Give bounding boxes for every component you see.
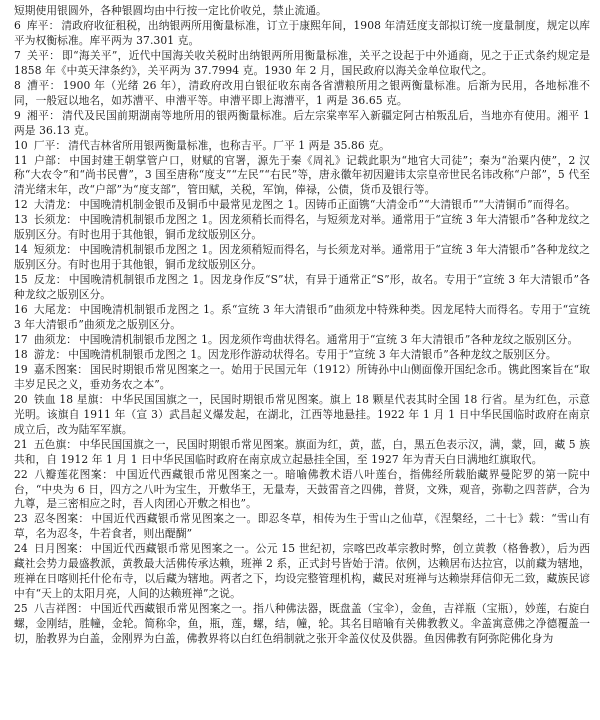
entry-text: 中国晚清机制银币龙图之 1。因龙身作反“S”状，有异于通常正“S”形，故名。专用于“宣统 3 年大清银币”各种龙纹之版别区分。 (14, 273, 590, 302)
glossary-entry (14, 393, 590, 438)
entry-term: 八瓣莲花图案： (33, 467, 114, 481)
entry-number: 15 (14, 273, 28, 287)
glossary-entry (14, 333, 590, 348)
glossary-list (14, 19, 590, 647)
entry-text: 中国近代西藏银币常见图案之一。指八种佛法器，既盘盖（宝伞），金鱼，吉祥瓶（宝瓶），妙莲，右旋白螺，金刚结，胜幢，金轮。简称伞，鱼，瓶，莲，螺，结，幢，轮。其名目暗喻有关佛教教义。伞盖寓意佛之净德覆盖一切，胎教界为白盖，金刚界为白盖，佛教界将以白红色绢制就之张开伞盖仪仗及供器。鱼因佛教有阿弥陀佛化身为 (14, 602, 590, 646)
entry-number: 7 (14, 48, 21, 62)
entry-text: 1900 年（光绪 26 年），清政府改用白银征收东南各省漕粮所用之银两衡量标准。后渐为民用，各地标准不同，一般冠以地名，如苏漕平、申漕平等。申漕平即上海漕平，1 两是 36.65 克。 (14, 78, 590, 107)
entry-number: 20 (14, 392, 28, 406)
entry-term: 忍冬图案： (33, 512, 90, 526)
entry-text: 中国晚清机制银币龙图之 1。因龙形作游动状得名。专用于“宣统 3 年大清银币”各种龙纹之版别区分。 (68, 347, 557, 361)
glossary-entry (14, 198, 590, 213)
entry-number: 6 (14, 18, 21, 32)
entry-text: 清代吉林省所用银两衡量标准，也称吉平。厂平 1 两是 35.86 克。 (68, 138, 390, 152)
entry-text: 中国近代西藏银币常见图案之一。暗喻佛教术语八叶莲台，指佛经所载胎藏界曼陀罗的第一院中台，“中央为 6 日，四方之八叶为宝生，开敷华王，无量寿，天鼓雷音之四佛，普贤，文殊，观音，弥勒之四菩萨，合为九尊，是三密相应之时，吾人肉团心开敷之相也”。 (14, 467, 590, 511)
entry-term: 大清龙： (33, 198, 77, 212)
entry-text: 中华民国国旗之一，民国时期银币常见图案。旗面为红，黄，蓝，白，黑五色表示汉，满，蒙，回，藏 5 族共和，自 1912 年 1 月 1 日中华民国临时政府在南京成立起悬挂全国，至 1927 年为青天白日满地红旗取代。 (14, 437, 591, 466)
glossary-entry (14, 139, 590, 154)
glossary-entry (14, 154, 590, 199)
entry-number: 16 (14, 303, 28, 317)
entry-text: 中华民国国旗之一，民国时期银币常见图案。旗上 18 颗星代表其时全国 18 行省。星为红色，示意光明。该旗自 1911 年（宣 3）武昌起义爆发起，在湖北，江西等地悬挂。1922 年 1 月 1 日中华民国临时政府在南京成立后，改为陆军军旗。 (14, 392, 590, 436)
entry-term: 五色旗： (33, 437, 78, 451)
entry-text: 即“海关平”，近代中国海关收关税时出纳银两所用衡量标准，关平之设起于中外通商，见之于正式条约规定是 1858 年《中英天津条约》，关平两为 37.7994 克。1930 年 2 月，国民政府以海关金单位取代之。 (14, 48, 590, 77)
entry-text: 中国晚清机制银币龙图之 1。因龙须稍短而得名，与长须龙对举。通常用于“宣统 3 年大清银币”各种龙纹之版别区分。有时也用于其他银，铜币龙纹版别区分。 (14, 243, 590, 272)
entry-number: 23 (14, 512, 28, 526)
glossary-entry (14, 273, 590, 303)
entry-number: 25 (14, 602, 28, 616)
continuation-line: 短期使用银圆外，各种银圆均由中行按一定比价收兑，禁止流通。 (14, 4, 327, 17)
entry-number: 11 (14, 153, 28, 167)
entry-term: 关平： (26, 48, 61, 62)
entry-text: 清代及民国前期湖南等地所用的银两衡量标准。后左宗棠率军入新疆定阿古柏叛乱后，当地亦有使用。湘平 1 两是 36.13 克。 (14, 108, 590, 137)
entry-term: 短须龙： (33, 243, 78, 257)
glossary-entry (14, 363, 590, 393)
entry-number: 19 (14, 362, 28, 376)
entry-number: 24 (14, 542, 28, 556)
entry-term: 八吉祥图： (33, 602, 89, 616)
entry-term: 嘉禾图案： (33, 362, 89, 376)
entry-term: 湘平： (26, 108, 61, 122)
glossary-entry (14, 512, 590, 542)
entry-text: 中国晚清机制银币龙图之 1。因龙须稍长而得名，与短须龙对举。通常用于“宣统 3 年大清银币”各种龙纹之版别区分。有时也用于其他银，铜币龙纹版别区分。 (14, 213, 590, 242)
entry-text: 中国晚清机制银币龙图之 1。因龙须作弯曲状得名。通常用于“宣统 3 年大清银币”各种龙纹之版别区分。 (78, 332, 579, 346)
entry-term: 铁血 18 星旗： (33, 392, 110, 406)
entry-term: 厂平： (33, 138, 67, 152)
glossary-entry (14, 348, 590, 363)
glossary-entry (14, 438, 590, 468)
entry-term: 反龙： (33, 273, 67, 287)
entry-text: 中国近代西藏银币常见图案之一。公元 15 世纪初，宗喀巴改革宗教时弊，创立黄教（格鲁教），后为西藏社会势力最盛教派，黄教最大活佛传承达赖，班禅 2 系，正式封号皆始于清。依例，达赖居布达拉宫，以前藏为辖地，班禅在日喀则托什伦布寺，以后藏为辖地。两者之下，均设完整管理机构，藏民对班禅与达赖崇拜信仰无二致，藏族民谚中有“天上的太阳月亮，人间的达赖班禅”之说。 (14, 542, 590, 601)
glossary-entry (14, 79, 590, 109)
entry-term: 日月图案： (33, 542, 89, 556)
entry-number: 14 (14, 243, 28, 257)
entry-number: 8 (14, 78, 21, 92)
entry-text: 中国封建王朝掌管户口，财赋的官署，源先于秦《周礼》记载此职为“地官大司徒”；秦为“治粟内使”，2 汉称“大农令”和“尚书民曹”，3 国至唐称“度支”“左民”“右民”等，唐永徽年初因避讳太宗皇帝世民名讳改称“户部”，5 代至清光绪末年，改“户部”为“度支部”，管田赋，关税，军饷，俸禄，公债，货币及银行等。 (14, 153, 590, 197)
entry-text: 中国晚清机制金银币及铜币中最常见龙图之 1。因铸币正面镌“大清金币”“大清银币”“大清铜币”而得名。 (78, 198, 576, 212)
entry-number: 10 (14, 138, 28, 152)
entry-term: 库平： (26, 18, 60, 32)
entry-text: 国民时期银币常见图案之一。始用于民国元年（1912）所铸孙中山侧面像开国纪念币。镌此图案旨在“取丰岁足民之义，垂劝务农之本”。 (14, 362, 590, 391)
entry-number: 13 (14, 213, 28, 227)
entry-number: 18 (14, 347, 28, 361)
entry-term: 曲须龙： (33, 332, 77, 346)
entry-number: 12 (14, 198, 28, 212)
glossary-entry (14, 109, 590, 139)
glossary-entry (14, 602, 590, 647)
entry-term: 长须龙： (33, 213, 78, 227)
entry-number: 21 (14, 437, 28, 451)
entry-text: 中国晚清机制银币龙图之 1。系“宣统 3 年大清银币”曲须龙中特殊种类。因龙尾特大而得名。专用于“宣统 3 年大清银币”曲须龙之版别区分。 (14, 303, 590, 332)
glossary-entry (14, 468, 590, 513)
entry-number: 9 (14, 108, 21, 122)
glossary-entry (14, 19, 590, 49)
entry-term: 漕平： (26, 78, 61, 92)
glossary-entry (14, 243, 590, 273)
glossary-entry (14, 49, 590, 79)
entry-term: 大尾龙： (33, 303, 78, 317)
entry-term: 户部： (33, 153, 68, 167)
entry-number: 17 (14, 332, 28, 346)
glossary-entry (14, 213, 590, 243)
entry-text: 清政府收征租税，出纳银两所用衡量标准，订立于康熙年间，1908 年清廷度支部拟订统一度量制度，规定以库平为权衡标准。库平两为 37.301 克。 (14, 18, 590, 47)
glossary-entry (14, 542, 590, 602)
entry-number: 22 (14, 467, 28, 481)
glossary-entry (14, 303, 590, 333)
entry-text: 中国近代西藏银币常见图案之一。即忍冬草，相传为生于雪山之仙草，《涅槃经，二十七》载：“雪山有草，名为忍冬，牛若食者，则出醍醐” (14, 512, 590, 541)
entry-term: 游龙： (33, 347, 67, 361)
